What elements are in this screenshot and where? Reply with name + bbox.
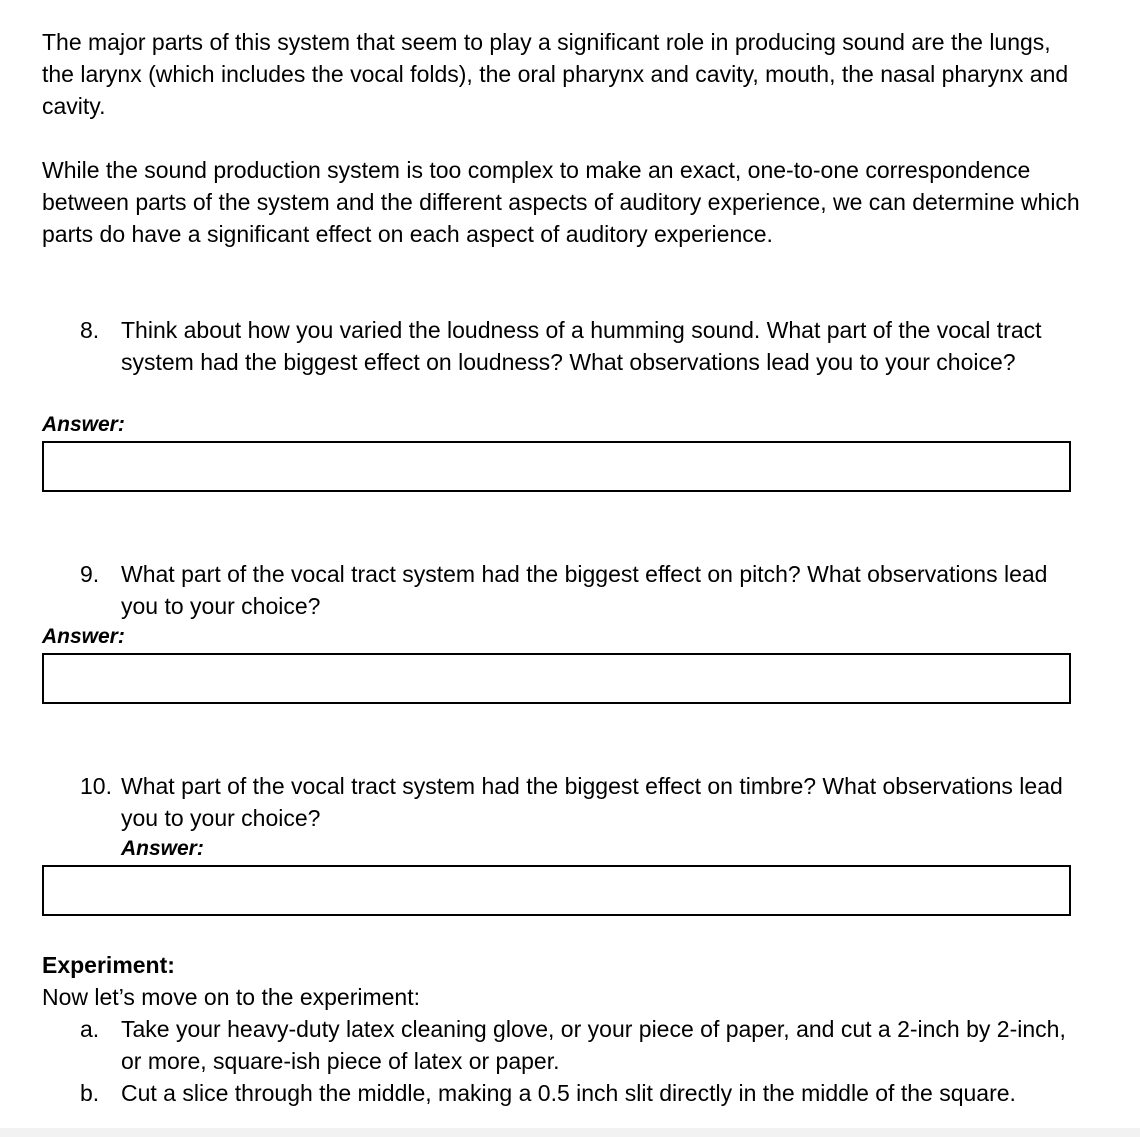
answer-box-8[interactable] <box>42 441 1071 492</box>
intro-paragraph-1-text: The major parts of this system that seem to play a significant role in producing sound are the lungs, the larynx (which includes the vocal folds), the oral pharynx and cavity, mouth, the nasal pharynx and cavity. <box>42 29 1069 119</box>
step-text: Cut a slice through the middle, making a 0.5 inch slit directly in the middle of the square. <box>121 1080 1016 1106</box>
question-text: What part of the vocal tract system had the biggest effect on pitch? What observations lead you to your choice? <box>121 561 1048 619</box>
answer-box-9[interactable] <box>42 653 1071 704</box>
intro-paragraph-2 <box>42 154 1082 250</box>
step-text: Take your heavy-duty latex cleaning glove, or your piece of paper, and cut a 2-inch by 2-inch, or more, square-ish piece of latex or paper. <box>121 1016 1066 1074</box>
intro-paragraph-2-text: While the sound production system is too complex to make an exact, one-to-one correspondence between parts of the system and the different aspects of auditory experience, we can determine which parts do have a significant effect on each aspect of auditory experience. <box>42 157 1080 247</box>
experiment-heading: Experiment: <box>42 952 175 978</box>
experiment-intro: Now let’s move on to the experiment: <box>42 984 420 1010</box>
answer-box-10[interactable] <box>42 865 1071 916</box>
question-text: Think about how you varied the loudness of a humming sound. What part of the vocal tract system had the biggest effect on loudness? What observations lead you to your choice? <box>121 317 1042 375</box>
page-bottom-edge <box>0 1128 1140 1137</box>
question-number: 8. <box>80 317 100 343</box>
question-number: 10. <box>80 773 112 799</box>
question-number: 9. <box>80 561 100 587</box>
answer-label-10: Answer: <box>121 837 204 860</box>
intro-paragraph-1 <box>42 26 1082 122</box>
question-text: What part of the vocal tract system had the biggest effect on timbre? What observations lead you to your choice? <box>121 773 1063 831</box>
answer-label-8: Answer: <box>42 413 125 436</box>
answer-label-9: Answer: <box>42 625 125 648</box>
step-marker: a. <box>80 1016 100 1042</box>
step-marker: b. <box>80 1080 100 1106</box>
